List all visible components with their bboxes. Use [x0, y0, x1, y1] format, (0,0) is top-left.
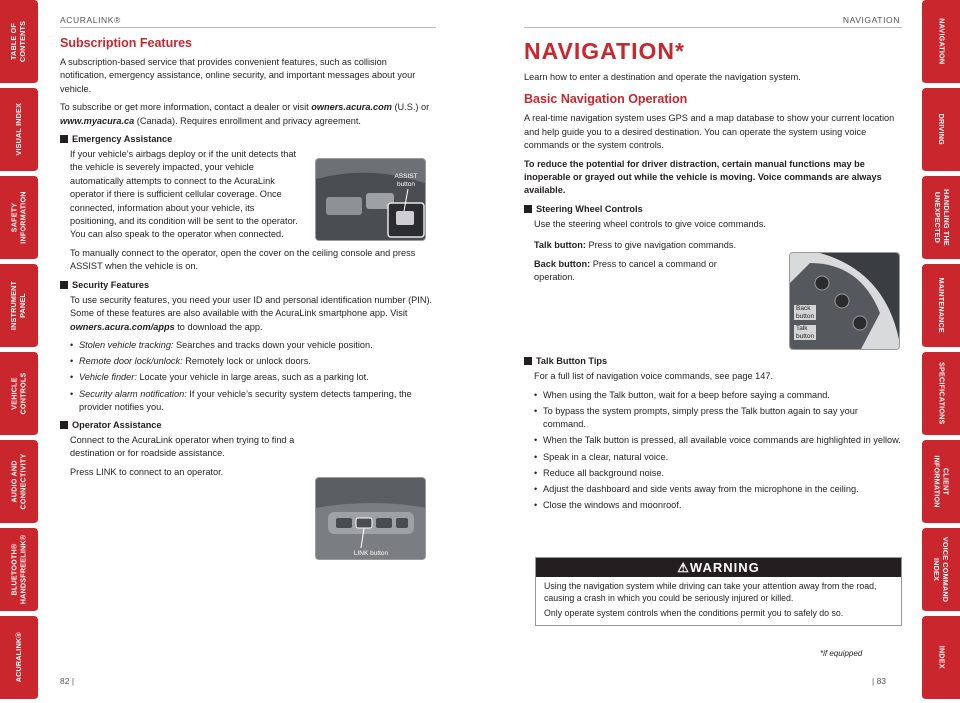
security-body: To use security features, you need your user ID and personal identification number (PIN). Some of these features are also available with the AcuraLink smartphone app. Visit owners.acura.com/apps to download the app.	[70, 294, 433, 332]
section-marker-icon	[60, 421, 68, 429]
tab-vehicle-controls[interactable]: VEHICLE CONTROLS	[0, 352, 38, 436]
operator-link-instruction: Press LINK to connect to an operator.	[70, 466, 224, 477]
distraction-note: To reduce the potential for driver distraction, certain manual functions may be inoperable or grayed out while the vehicle is moving. Voice commands are always available.	[524, 158, 882, 196]
owners-acura-link[interactable]: owners.acura.com	[311, 102, 392, 113]
tab-bluetooth-handsfreelink[interactable]: BLUETOOTH® HANDSFREELINK®	[0, 528, 38, 612]
tab-handling-unexpected[interactable]: HANDLING THE UNEXPECTED	[922, 176, 960, 260]
warning-text-1: Using the navigation system while driving can take your attention away from the road, causing a crash in which you could be seriously injured or killed.	[544, 581, 877, 603]
tab-instrument-panel[interactable]: INSTRUMENT PANEL	[0, 264, 38, 348]
operator-assistance-heading: Operator Assistance	[60, 420, 435, 430]
tab-safety-information[interactable]: SAFETY INFORMATION	[0, 176, 38, 260]
list-item: • Security alarm notification: If your vehicle’s security system detects tampering, the provider notifies you.	[70, 388, 435, 414]
navigation-title: NAVIGATION*	[524, 38, 685, 64]
basic-navigation-heading: Basic Navigation Operation	[524, 92, 688, 107]
acura-apps-link[interactable]: owners.acura.com/apps	[70, 321, 175, 332]
emergency-assistance-heading: Emergency Assistance	[60, 134, 435, 144]
list-item: • To bypass the system prompts, simply press the Talk button again to say your command.	[534, 405, 902, 431]
tab-table-of-contents[interactable]: TABLE OF CONTENTS	[0, 0, 38, 84]
list-item: • Remote door lock/unlock: Remotely lock or unlock doors.	[70, 355, 435, 368]
tab-visual-index[interactable]: VISUAL INDEX	[0, 88, 38, 172]
section-marker-icon	[524, 205, 532, 213]
tab-driving[interactable]: DRIVING	[922, 88, 960, 172]
right-running-head: NAVIGATION	[842, 15, 900, 25]
section-marker-icon	[60, 135, 68, 143]
tips-bullets	[524, 389, 902, 513]
security-block	[60, 294, 435, 334]
overhead-console-illustration	[316, 478, 426, 560]
operator-body: Connect to the AcuraLink operator when trying to find a destination or for roadside assistance.	[70, 434, 295, 459]
talk-button-tips-heading: Talk Button Tips	[524, 356, 902, 366]
security-bullets	[60, 339, 435, 414]
warning-box	[535, 557, 902, 626]
tab-voice-command-index[interactable]: VOICE COMMAND INDEX	[922, 528, 960, 612]
list-item: • Reduce all background noise.	[534, 467, 902, 480]
security-features-heading: Security Features	[60, 280, 435, 290]
subscribe-paragraph: To subscribe or get more information, contact a dealer or visit owners.acura.com (U.S.) or www.myacura.ca (Canada). Requires enrollment and privacy agreement.	[60, 102, 430, 126]
ceiling-console-illustration	[316, 159, 426, 241]
section-marker-icon	[524, 357, 532, 365]
left-page-number: 82 |	[60, 676, 75, 686]
warning-header: ⚠WARNING	[536, 558, 901, 577]
myacura-link[interactable]: www.myacura.ca	[60, 115, 135, 126]
section-marker-icon	[60, 281, 68, 289]
link-button-figure	[315, 477, 426, 560]
list-item: • Adjust the dashboard and side vents away from the microphone in the ceiling.	[534, 483, 902, 496]
right-page-number: | 83	[872, 676, 887, 686]
assist-button-figure	[315, 158, 426, 241]
steering-body: Use the steering wheel controls to give voice commands.	[534, 218, 766, 229]
subscription-features-title: Subscription Features	[60, 36, 192, 50]
steering-wheel-figure	[789, 252, 900, 350]
list-item: • When using the Talk button, wait for a beep before saying a command.	[534, 389, 902, 402]
list-item: • Speak in a clear, natural voice.	[534, 451, 902, 464]
list-item: • Close the windows and moonroof.	[534, 499, 902, 512]
warning-triangle-icon: ⚠	[677, 560, 690, 575]
emergency-body: If your vehicle’s airbags deploy or if the unit detects that the vehicle is severely impacted, your vehicle automatically attempts to connect to the AcuraLink operator if there is sufficient cellular coverage. Once connected, information about your vehicle, its positioning, and its condition will be sent to the operator. You can also speak to the operator when connected.	[70, 149, 298, 240]
operator-block	[60, 434, 435, 479]
talk-button-label: Talk button	[796, 325, 815, 340]
assist-button-label: ASSIST button	[394, 173, 418, 188]
tab-navigation[interactable]: NAVIGATION	[922, 0, 960, 84]
navigation-intro: Learn how to enter a destination and operate the navigation system.	[524, 72, 801, 82]
emergency-manual: To manually connect to the operator, open the cover on the ceiling console and press ASSIST when the vehicle is on.	[70, 247, 416, 272]
list-item: • Stolen vehicle tracking: Searches and tracks down your vehicle position.	[70, 339, 435, 352]
tab-audio-connectivity[interactable]: AUDIO AND CONNECTIVITY	[0, 440, 38, 524]
left-header-rule	[60, 27, 436, 28]
tab-specifications[interactable]: SPECIFICATIONS	[922, 352, 960, 436]
basic-navigation-body: A real-time navigation system uses GPS and a map database to show your current location and help guide you to a desired destination. You can operate the system using voice commands or the system controls.	[524, 113, 895, 151]
warning-text-2: Only operate system controls when the conditions permit you to safely do so.	[544, 608, 844, 619]
subscription-intro: A subscription-based service that provides convenient features, such as collision notification, emergency assistance, online security, and important messages about your vehicle.	[60, 57, 416, 94]
right-header-rule	[524, 27, 902, 28]
left-running-head: ACURALINK®	[60, 15, 121, 25]
talk-button-desc: Talk button: Press to give navigation commands.	[534, 240, 737, 251]
back-button-label: Back button	[796, 305, 815, 320]
tab-index[interactable]: INDEX	[922, 616, 960, 700]
tab-acuralink[interactable]: ACURALINK®	[0, 616, 38, 700]
footnote: *if equipped	[820, 649, 863, 658]
tab-client-information[interactable]: CLIENT INFORMATION	[922, 440, 960, 524]
steering-wheel-controls-heading: Steering Wheel Controls	[524, 204, 902, 214]
left-page	[60, 36, 435, 484]
warning-body	[536, 577, 901, 628]
tab-maintenance[interactable]: MAINTENANCE	[922, 264, 960, 348]
tips-block	[524, 370, 902, 383]
link-button-label: LINK button	[353, 550, 389, 557]
tips-intro: For a full list of navigation voice commands, see page 147.	[534, 371, 774, 382]
list-item: • When the Talk button is pressed, all available voice commands are highlighted in yellow.	[534, 434, 902, 447]
list-item: • Vehicle finder: Locate your vehicle in large areas, such as a parking lot.	[70, 371, 435, 384]
back-button-desc: Back button: Press to cancel a command or operation.	[534, 258, 717, 283]
